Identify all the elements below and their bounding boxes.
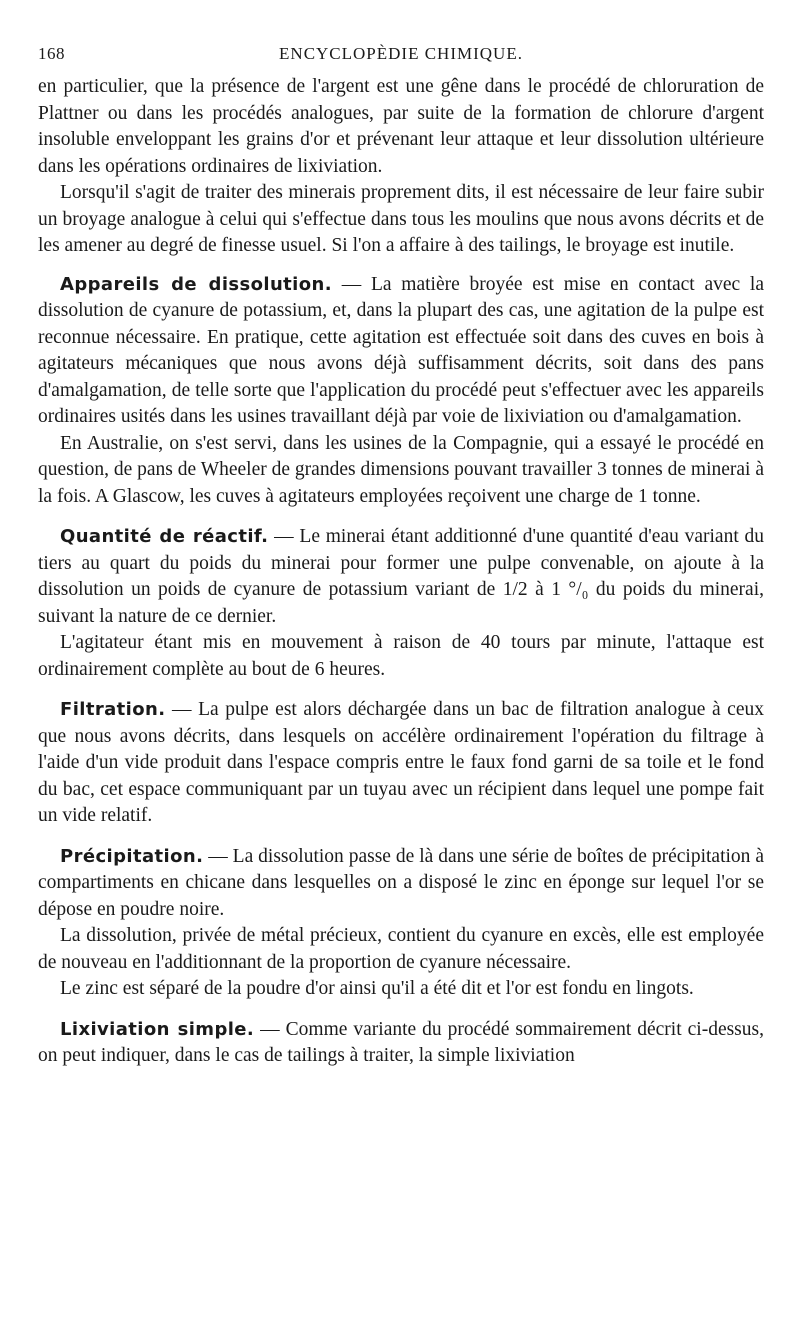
paragraph: L'agitateur étant mis en mouvement à raison de 40 tours par minute, l'attaque est ordinairement complète au bout de 6 heures. [38,632,764,680]
section-heading: Précipitation. [60,845,204,867]
page-number: 168 [38,44,65,63]
section-heading: Appareils de dissolution. [60,273,332,295]
section-text: — La matière broyée est mise en contact avec la dissolution de cyanure de potassium, et, dans la plupart des cas, une agitation de la pulpe est reconnue nécessaire. En pratique, cette agitation est effectuée soit dans des cuves en bois à agitateurs mécaniques que nous avons déjà suffisamment décrits, soit dans des pans d'amalgamation, de telle sorte que l'application du procédé peut s'effectuer avec les appareils ordinaires usités dans les usines travaillant déjà par voie de lixiviation ou d'amalgamation. [38,273,764,427]
paragraph: En Australie, on s'est servi, dans les usines de la Compagnie, qui a essayé le procédé en question, de pans de Wheeler de grandes dimensions pouvant travailler 3 tonnes de minerai à la fois. A Glascow, les cuves à agitateurs employées reçoivent une charge de 1 tonne. [38,432,764,507]
section-heading: Lixiviation simple. [60,1018,255,1040]
paragraph: en particulier, que la présence de l'argent est une gêne dans le procédé de chloruration de Plattner ou dans les procédés analogues, par suite de la formation de chlorure d'argent insoluble enveloppant les grains d'or et prévenant leur attaque et leur dissolution ultérieure dans les opérations ordinaires de lixiviation. [38,76,764,177]
section-text: — Comme variante du procédé sommairement décrit ci-dessus, on peut indiquer, dans le cas de tailings à traiter, la simple lixiviation [38,1018,764,1066]
paragraph: Le zinc est séparé de la poudre d'or ainsi qu'il a été dit et l'or est fondu en lingots. [60,978,694,999]
section-lixiviation [38,1017,764,1070]
running-title: ENCYCLOPÈDIE CHIMIQUE. [279,44,523,63]
section-quantite [38,524,764,630]
body-text [38,74,764,1070]
section-precipitation [38,844,764,924]
section-text: — Le minerai étant additionné d'une quantité d'eau variant du tiers au quart du poids du minerai pour former une pulpe convenable, on ajoute à la dissolution un poids de cyanure de potassium variant de 1/2 à 1 °/₀ du poids du minerai, suivant la nature de ce dernier. [38,526,765,627]
section-heading: Quantité de réactif. [60,526,269,547]
section-appareils [38,272,764,431]
section-text: — La pulpe est alors déchargée dans un bac de filtration analogue à ceux que nous avons décrits, dans lesquels on accélère ordinairement l'opération du filtrage à l'aide d'un vide produit dans l'espace compris entre le faux fond garni de sa toile et le fond du bac, cet espace communiquant par un tuyau avec un récipient dans lequel une pompe fait un vide relatif. [38,699,764,826]
paragraph: Lorsqu'il s'agit de traiter des minerais proprement dits, il est nécessaire de leur faire subir un broyage analogue à celui qui s'effectue dans tous les moulins que nous avons décrits et de les amener au degré de finesse usuel. Si l'on a affaire à des tailings, le broyage est inutile. [38,182,764,256]
section-filtration [38,697,764,830]
section-text: — La dissolution passe de là dans une série de boîtes de précipitation à compartiments en chicane dans lesquelles on a disposé le zinc en éponge sur lequel l'or se dépose en poudre noire. [38,845,764,920]
paragraph: La dissolution, privée de métal précieux, contient du cyanure en excès, elle est employée de nouveau en l'additionnant de la proportion de cyanure nécessaire. [38,925,764,973]
page-header [38,44,764,68]
book-page [38,44,764,1070]
section-heading: Filtration. [60,699,166,720]
